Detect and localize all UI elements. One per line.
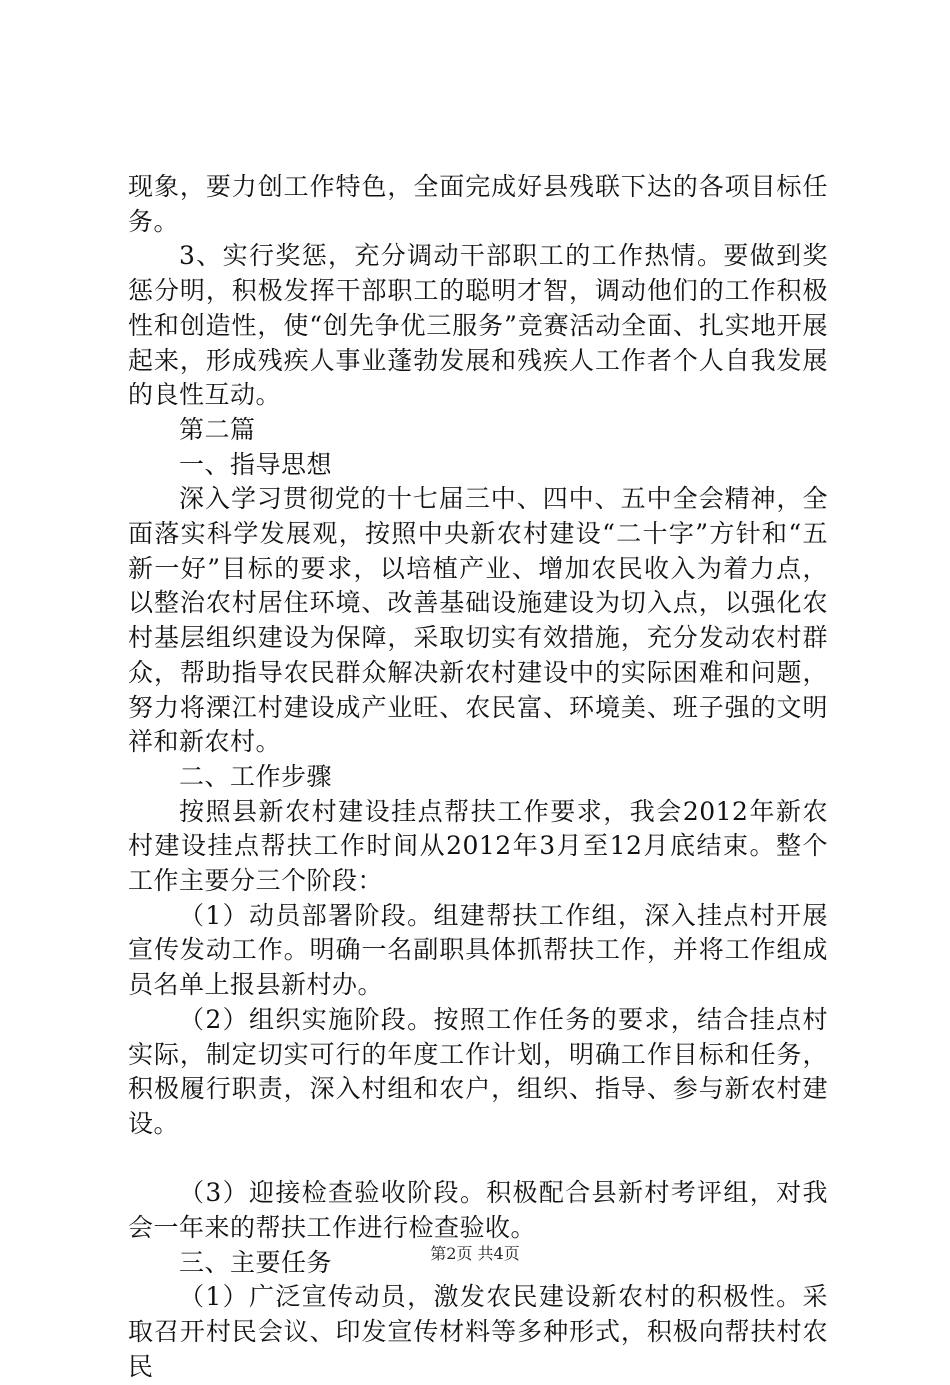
paragraph-stage-two: （2）组织实施阶段。按照工作任务的要求，结合挂点村实际，制定切实可行的年度工作计划，明确工作目标和任务，积极履行职责，深入村组和农户，组织、指导、参与新农村建设。 <box>128 1004 828 1138</box>
section-heading-work-steps: 二、工作步骤 <box>179 761 333 791</box>
section-heading-main-tasks: 三、主要任务 <box>179 1247 333 1277</box>
paragraph-rewards: 3、实行奖惩，充分调动干部职工的工作热情。要做到奖惩分明，积极发挥干部职工的聪明才智，调动他们的工作积极性和创造性，使“创先争优三服务”竞赛活动全面、扎实地开展起来，形成残疾人事业蓬勃发展和残疾人工作者个人自我发展的良性互动。 <box>128 241 828 410</box>
paragraph-spacer <box>128 1142 828 1177</box>
paragraph-task-one: （1）广泛宣传动员，激发农民建设新农村的积极性。采取召开村民会议、印发宣传材料等多种形式，积极向帮扶村农民 <box>128 1282 828 1381</box>
section-heading-part-two: 第二篇 <box>179 414 256 444</box>
paragraph-guiding-ideology: 深入学习贯彻党的十七届三中、四中、五中全会精神，全面落实科学发展观，按照中央新农村建设“二十字”方针和“五新一好”目标的要求，以培植产业、增加农民收入为着力点，以整治农村居住环境、改善基础设施建设为切入点，以强化农村基层组织建设为保障，采取切实有效措施，充分发动农村群众，帮助指导农民群众解决新农村建设中的实际困难和问题，努力将溧江村建设成产业旺、农民富、环境美、班子强的文明祥和新农村。 <box>128 484 828 757</box>
document-body <box>128 170 828 1385</box>
paragraph-stage-three: （3）迎接检查验收阶段。积极配合县新村考评组，对我会一年来的帮扶工作进行检查验收。 <box>128 1178 828 1243</box>
page-footer: 第2页 共4页 <box>430 1244 520 1263</box>
paragraph-stage-one: （1）动员部署阶段。组建帮扶工作组，深入挂点村开展宣传发动工作。明确一名副职具体抓帮扶工作，并将工作组成员名单上报县新村办。 <box>128 900 828 1000</box>
paragraph-work-steps: 按照县新农村建设挂点帮扶工作要求，我会2012年新农村建设挂点帮扶工作时间从2012年3月至12月底结束。整个工作主要分三个阶段： <box>128 796 829 896</box>
section-heading-guiding-ideology: 一、指导思想 <box>179 449 333 479</box>
paragraph-continuation: 现象，要力创工作特色，全面完成好县残联下达的各项目标任务。 <box>128 172 828 236</box>
